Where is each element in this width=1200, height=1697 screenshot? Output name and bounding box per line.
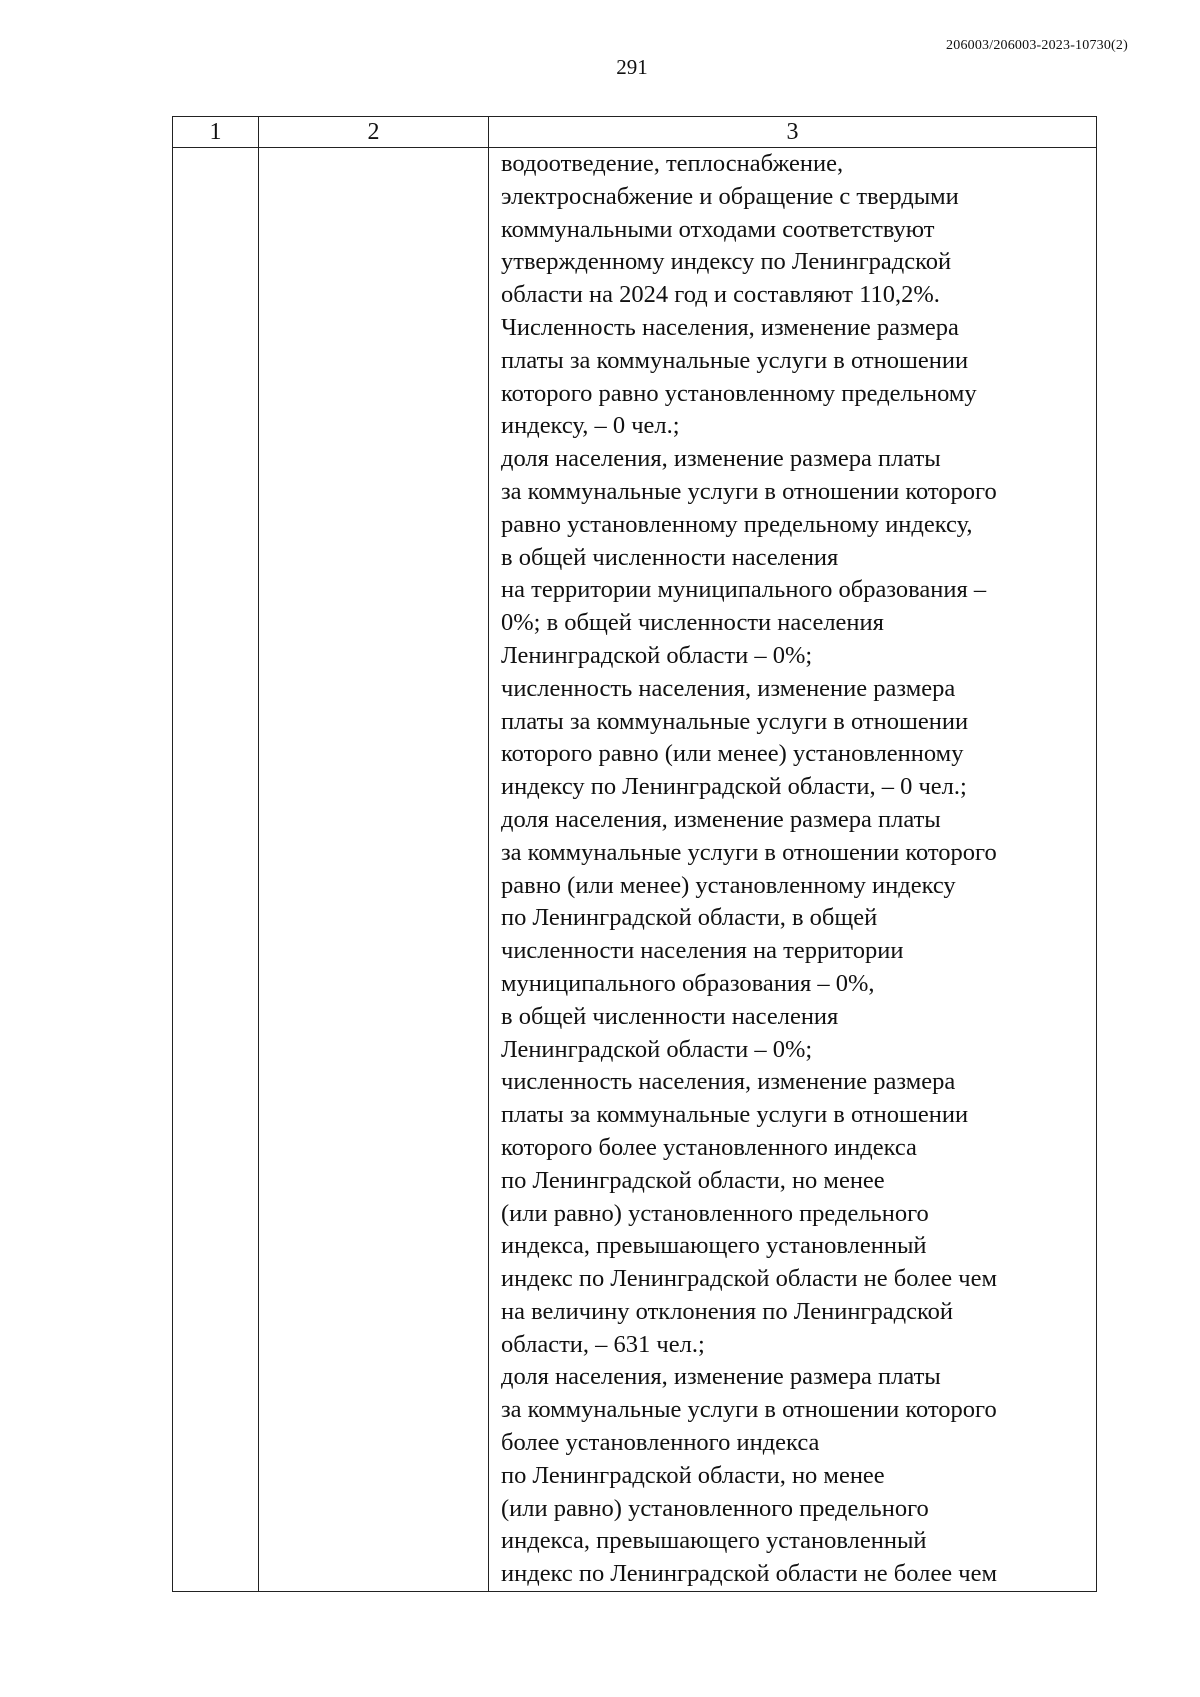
text-line: индекс по Ленинградской области не более чем xyxy=(501,1560,997,1588)
text-line: в общей численности населения xyxy=(501,1002,839,1030)
column-header-3: 3 xyxy=(489,117,1097,148)
cell-col-2 xyxy=(259,148,489,1592)
text-line: численности населения на территории xyxy=(501,937,904,965)
text-line: по Ленинградской области, но менее xyxy=(501,1166,885,1194)
text-line: доля населения, изменение размера платы xyxy=(501,805,941,833)
text-line: индексу по Ленинградской области, – 0 чел.; xyxy=(501,773,967,801)
text-line: индекс по Ленинградской области не более чем xyxy=(501,1265,997,1293)
text-line: муниципального образования – 0%, xyxy=(501,969,875,997)
text-line: более установленного индекса xyxy=(501,1429,820,1457)
text-line: индексу, – 0 чел.; xyxy=(501,412,680,440)
text-line: области на 2024 год и составляют 110,2%. xyxy=(501,281,940,309)
text-line: на величину отклонения по Ленинградской xyxy=(501,1297,953,1325)
text-line: равно установленному предельному индексу, xyxy=(501,510,973,538)
page-number: 291 xyxy=(616,55,648,79)
text-line: которого равно (или менее) установленному xyxy=(501,740,964,768)
text-line: численность населения, изменение размера xyxy=(501,674,956,702)
text-line: (или равно) установленного предельного xyxy=(501,1199,929,1227)
text-line: которого равно установленному предельному xyxy=(501,379,977,407)
text-line: 0%; в общей численности населения xyxy=(501,609,884,637)
text-line: равно (или менее) установленному индексу xyxy=(501,871,956,899)
text-line: в общей численности населения xyxy=(501,543,839,571)
text-line: платы за коммунальные услуги в отношении xyxy=(501,707,969,735)
text-line: за коммунальные услуги в отношении которого xyxy=(501,838,997,866)
text-line: водоотведение, теплоснабжение, xyxy=(501,150,844,177)
text-line: платы за коммунальные услуги в отношении xyxy=(501,1101,969,1129)
main-table xyxy=(172,116,1097,1592)
text-line: которого более установленного индекса xyxy=(501,1133,917,1161)
text-line: Численность населения, изменение размера xyxy=(501,313,959,341)
text-line: доля населения, изменение размера платы xyxy=(501,445,941,473)
document-id: 206003/206003-2023-10730(2) xyxy=(946,38,1128,53)
text-line: доля населения, изменение размера платы xyxy=(501,1363,941,1391)
cell-col-1 xyxy=(173,148,259,1592)
text-line: утвержденному индексу по Ленинградской xyxy=(501,248,952,276)
column-header-2: 2 xyxy=(259,117,489,148)
table-header-row xyxy=(173,117,1097,148)
text-line: численность населения, изменение размера xyxy=(501,1068,956,1096)
text-line: на территории муниципального образования – xyxy=(501,576,987,604)
text-line: платы за коммунальные услуги в отношении xyxy=(501,346,969,374)
text-line: индекса, превышающего установленный xyxy=(501,1527,927,1555)
text-line: индекса, превышающего установленный xyxy=(501,1232,927,1260)
text-line: (или равно) установленного предельного xyxy=(501,1494,929,1522)
text-line: по Ленинградской области, в общей xyxy=(501,904,878,932)
text-line: Ленинградской области – 0%; xyxy=(501,1035,813,1063)
table-row xyxy=(173,148,1097,1592)
text-line: электроснабжение и обращение с твердыми xyxy=(501,182,959,210)
text-line: области, – 631 чел.; xyxy=(501,1330,705,1358)
text-line: Ленинградской области – 0%; xyxy=(501,641,813,669)
text-line: за коммунальные услуги в отношении которого xyxy=(501,1396,997,1424)
text-line: за коммунальные услуги в отношении которого xyxy=(501,477,997,505)
column-header-1: 1 xyxy=(173,117,259,148)
text-line: по Ленинградской области, но менее xyxy=(501,1461,885,1489)
text-line: коммунальными отходами соответствуют xyxy=(501,215,935,243)
cell-col-3 xyxy=(489,148,1097,1592)
